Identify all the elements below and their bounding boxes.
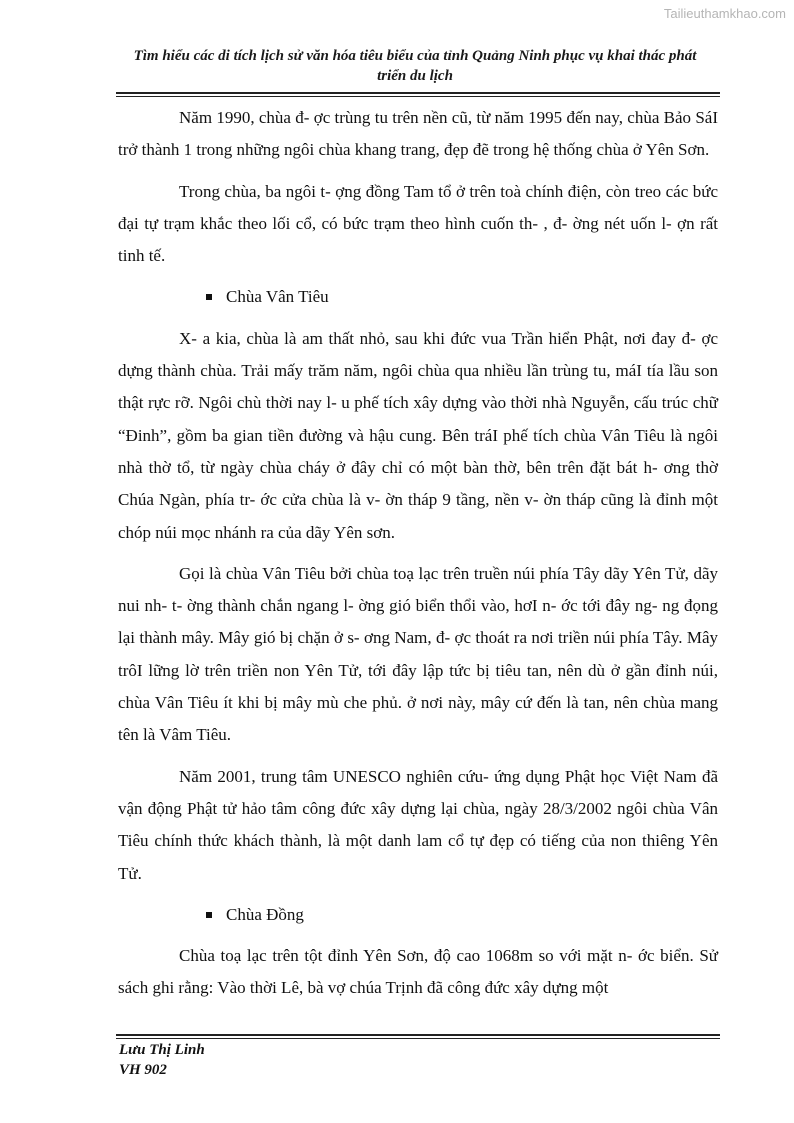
section-heading-label: Chùa Đồng bbox=[226, 904, 304, 924]
page-footer bbox=[119, 1040, 205, 1080]
section-heading-van-tieu bbox=[118, 281, 718, 313]
footer-divider bbox=[116, 1034, 720, 1039]
paragraph: X- a kia, chùa là am thất nhỏ, sau khi đức vua Trần hiển Phật, nơi đay đ- ợc dựng thành chùa. Trải mấy trăm năm, ngôi chùa qua nhiều lần trùng tu, máI tía lầu son thật rực rỡ. Ngôi chù thời nay l- u phế tích xây dựng vào thời nhà Nguyễn, cấu trúc chữ “Đinh”, gồm ba gian tiền đường và hậu cung. Bên tráI phế tích chùa Vân Tiêu là ngôi nhà thờ tổ, từ ngày chùa cháy ở đây chỉ có một bàn thờ, bên trên đặt bát h- ơng thờ Chúa Ngàn, phía tr- ớc cửa chùa là v- ờn tháp 9 tầng, nền v- ờn tháp cũng là đỉnh một chóp núi mọc nhánh ra của dãy Yên sơn. bbox=[118, 328, 718, 542]
bullet-square-icon bbox=[206, 294, 212, 300]
section-heading-label: Chùa Vân Tiêu bbox=[226, 287, 329, 307]
page-header-title: Tìm hiểu các di tích lịch sử văn hóa tiêu biểu của tỉnh Quảng Ninh phục vụ khai thác phát triển du lịch bbox=[133, 48, 697, 84]
section-heading-dong bbox=[118, 899, 718, 931]
footer-class-code: VH 902 bbox=[119, 1062, 167, 1078]
footer-author: Lưu Thị Linh bbox=[119, 1042, 205, 1058]
watermark-text: Tailieuthamkhao.com bbox=[663, 6, 786, 21]
document-body bbox=[118, 102, 718, 1014]
paragraph: Trong chùa, ba ngôi t- ợng đồng Tam tổ ở trên toà chính điện, còn treo các bức đại tự trạm khắc theo lối cổ, có bức trạm theo hình cuốn th- , đ- ờng nét uốn l- ợn rất tinh tế. bbox=[118, 181, 718, 266]
paragraph: Gọi là chùa Vân Tiêu bởi chùa toạ lạc trên truền núi phía Tây dãy Yên Tử, dãy nui nh- t- ờng thành chắn ngang l- ờng gió biển thổi vào, hơI n- ớc tới đây ng- ng đọng lại thành mây. Mây gió bị chặn ở s- ơng Nam, đ- ợc thoát ra nơi triền núi phía Tây. Mây trôI lững lờ trên triền non Yên Tử, tới đây lập tức bị tiêu tan, nên dù ở gần đỉnh núi, chùa Vân Tiêu ít khi bị mây mù che phủ. ở nơi này, mây cứ đến là tan, nên chùa mang tên là Vâm Tiêu. bbox=[118, 563, 718, 745]
header-divider bbox=[116, 92, 720, 97]
paragraph: Chùa toạ lạc trên tột đỉnh Yên Sơn, độ cao 1068m so với mặt n- ớc biển. Sử sách ghi rằng: Vào thời Lê, bà vợ chúa Trịnh đã công đức xây dựng một bbox=[118, 946, 718, 998]
bullet-square-icon bbox=[206, 912, 212, 918]
paragraph: Năm 2001, trung tâm UNESCO nghiên cứu- ứng dụng Phật học Việt Nam đã vận động Phật tử hảo tâm công đức xây dựng lại chùa, ngày 28/3/2002 ngôi chùa Vân Tiêu chính thức khách thành, là một danh lam cổ tự đẹp có tiếng của non thiêng Yên Tử. bbox=[118, 766, 718, 883]
paragraph: Năm 1990, chùa đ- ợc trùng tu trên nền cũ, từ năm 1995 đến nay, chùa Bảo SáI trở thành 1 trong những ngôi chùa khang trang, đẹp đẽ trong hệ thống chùa ở Yên Sơn. bbox=[118, 108, 718, 160]
